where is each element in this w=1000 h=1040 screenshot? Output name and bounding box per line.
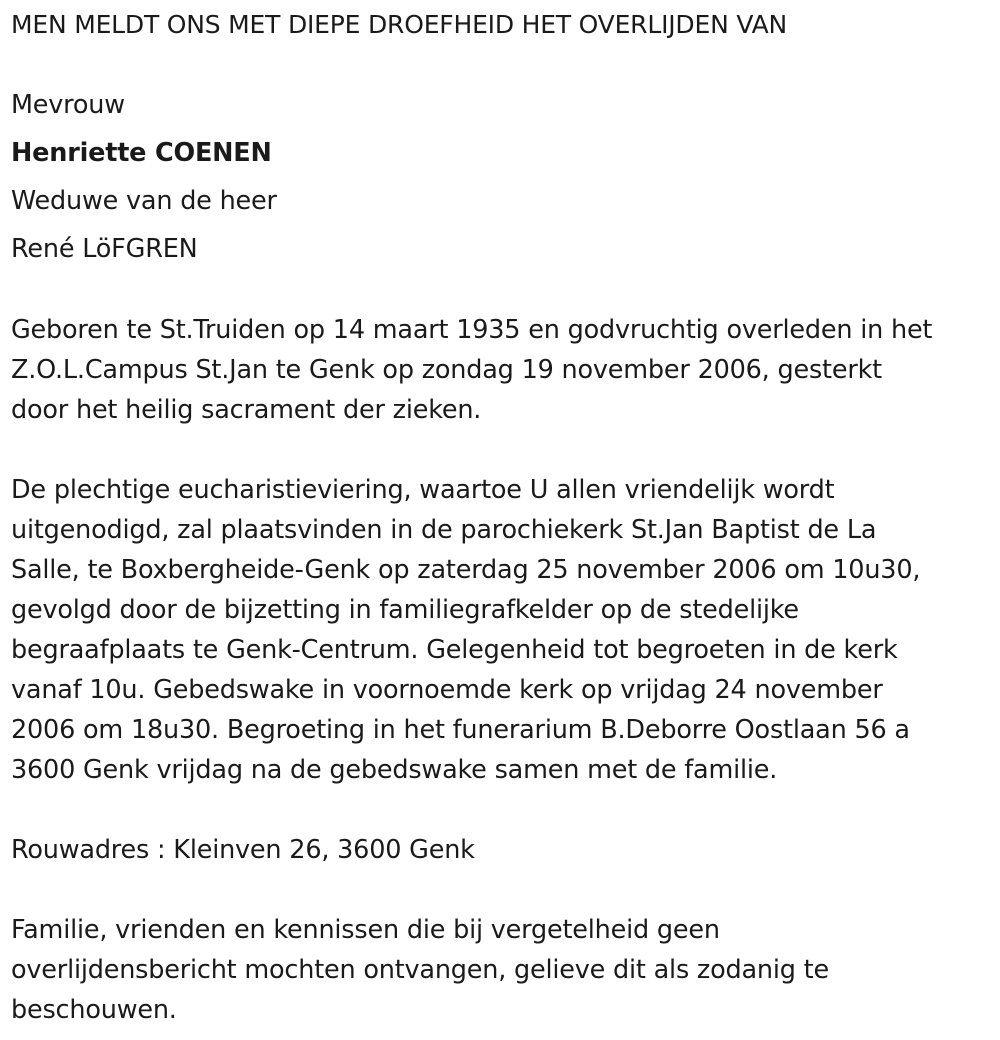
ceremony-paragraph-line: 2006 om 18u30. Begroeting in het funerarium B.Deborre Oostlaan 56 a: [11, 715, 910, 745]
closing-paragraph-line: overlijdensbericht mochten ontvangen, gelieve dit als zodanig te: [11, 955, 829, 985]
relation-text: Weduwe van de heer: [11, 186, 277, 216]
ceremony-paragraph-line: uitgenodigd, zal plaatsvinden in de parochiekerk St.Jan Baptist de La: [11, 515, 877, 545]
spouse-name: René LöFGREN: [11, 234, 198, 264]
mourning-address: Rouwadres : Kleinven 26, 3600 Genk: [11, 835, 475, 865]
ceremony-paragraph-line: begraafplaats te Genk-Centrum. Gelegenheid tot begroeten in de kerk: [11, 635, 898, 665]
ceremony-paragraph-line: 3600 Genk vrijdag na de gebedswake samen met de familie.: [11, 755, 778, 785]
ceremony-paragraph-line: De plechtige eucharistieviering, waartoe U allen vriendelijk wordt: [11, 475, 835, 505]
mourning-address-block: [11, 830, 475, 870]
ceremony-paragraph-line: gevolgd door de bijzetting in familiegrafkelder op de stedelijke: [11, 595, 799, 625]
birth-paragraph-line: Geboren te St.Truiden op 14 maart 1935 en godvruchtig overleden in het: [11, 315, 933, 345]
birth-paragraph-line: Z.O.L.Campus St.Jan te Genk op zondag 19 november 2006, gesterkt: [11, 355, 882, 385]
salutation: Mevrouw: [11, 90, 125, 120]
ceremony-paragraph-line: vanaf 10u. Gebedswake in voornoemde kerk op vrijdag 24 november: [11, 675, 883, 705]
closing-paragraph-line: Familie, vrienden en kennissen die bij vergetelheid geen: [11, 915, 720, 945]
ceremony-paragraph-line: Salle, te Boxbergheide-Genk op zaterdag 25 november 2006 om 10u30,: [11, 555, 921, 585]
birth-paragraph-line: door het heilig sacrament der zieken.: [11, 395, 482, 425]
notice-heading: MEN MELDT ONS MET DIEPE DROEFHEID HET OVERLIJDEN VAN: [11, 10, 788, 39]
ceremony-paragraph: [11, 470, 920, 790]
deceased-name: Henriette COENEN: [11, 138, 272, 168]
closing-paragraph-line: beschouwen.: [11, 995, 177, 1025]
closing-paragraph: [11, 910, 829, 1030]
birth-paragraph: [11, 310, 932, 430]
